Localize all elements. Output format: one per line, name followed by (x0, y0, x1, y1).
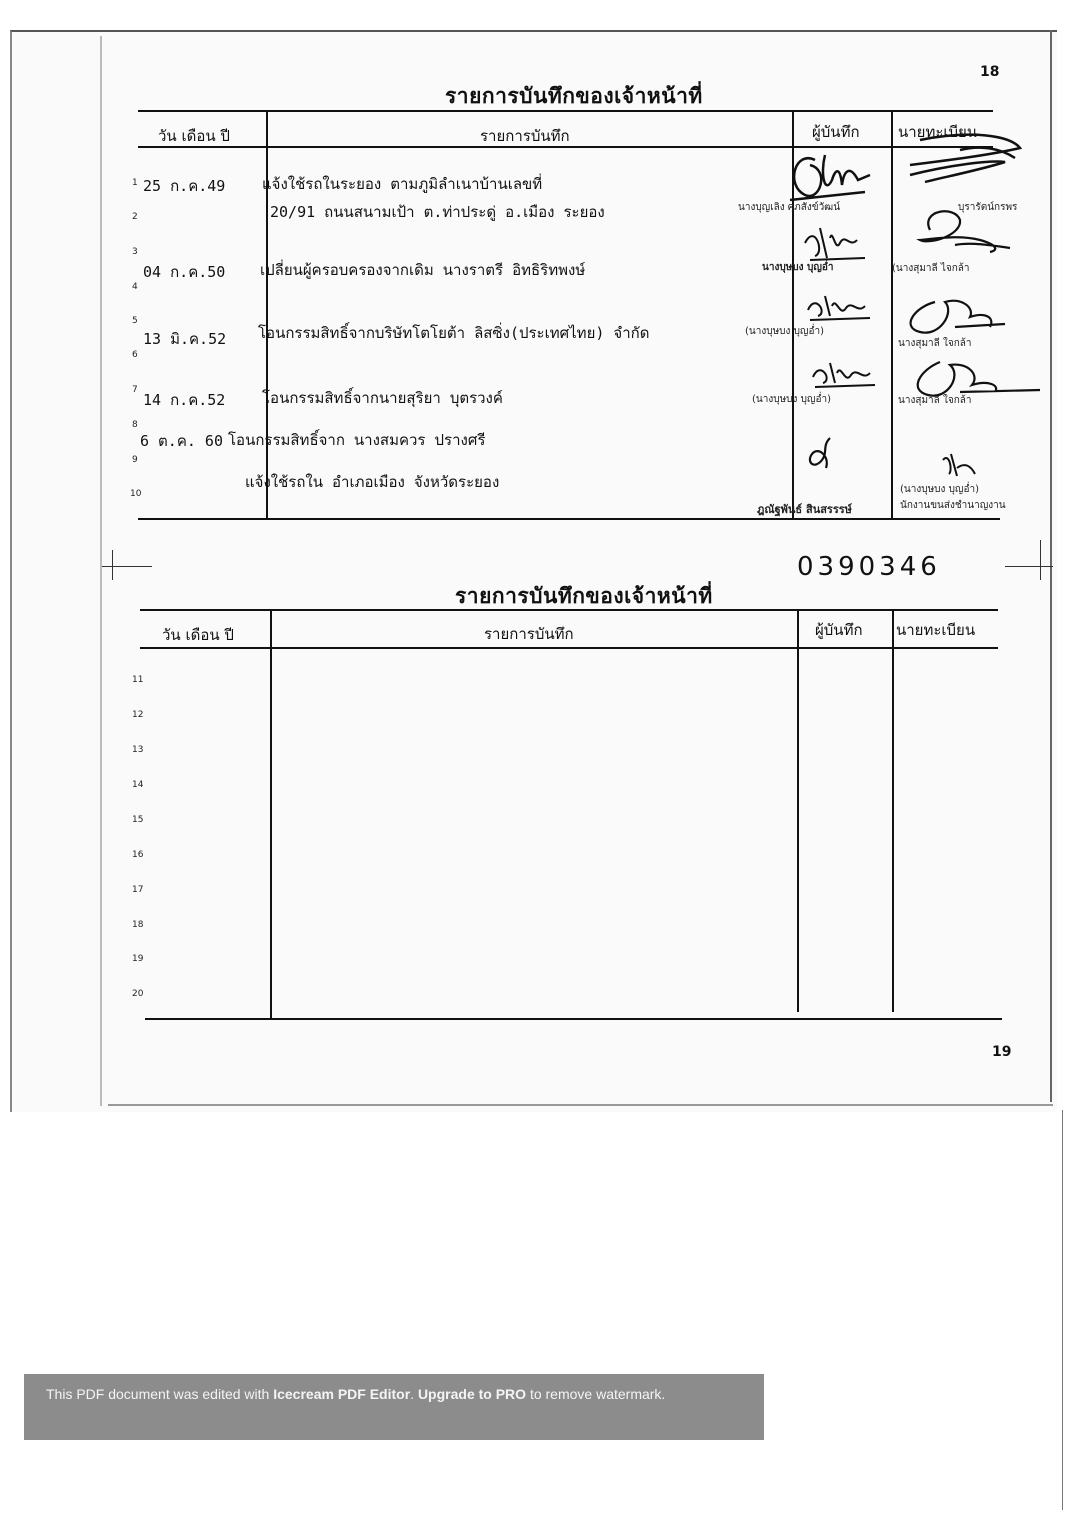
entry-date: 14 ก.ค.52 (143, 391, 226, 409)
column-header-entry: รายการบันทึก (484, 625, 574, 643)
signature-recorder-1 (770, 140, 880, 215)
column-divider (892, 609, 894, 1012)
page-heading-top: รายการบันทึกของเจ้าหน้าที่ (445, 83, 703, 108)
registrar-name: นางสุมาลี ใจกล้า (898, 338, 972, 349)
signature-registrar-4 (900, 350, 1045, 405)
editor-watermark-banner (24, 1374, 764, 1440)
page-number-bottom: 19 (992, 1044, 1012, 1060)
entry-text: เปลี่ยนผู้ครอบครองจากเดิม นางราตรี อิทธิริทพงษ์ (260, 261, 586, 279)
crop-mark (112, 550, 113, 580)
column-header-recorder: ผู้บันทึก (812, 123, 860, 141)
page-heading-bottom: รายการบันทึกของเจ้าหน้าที่ (455, 583, 713, 608)
row-number: 1 (132, 178, 138, 188)
signature-registrar-1 (890, 120, 1030, 200)
entry-date: 13 มิ.ค.52 (143, 330, 227, 348)
entry-text: โอนกรรมสิทธิ์จากบริษัทโตโยต้า ลิสซิ่ง(ประเทศไทย) จำกัด (258, 324, 650, 342)
signature-registrar-2 (900, 200, 1020, 260)
recorder-name: (นางบุษบง บุญอ่ำ) (745, 326, 824, 337)
column-header-date: วัน เดือน ปี (162, 626, 234, 644)
recorder-name: นางบุษบง บุญอ่ำ (762, 262, 834, 273)
row-number: 19 (132, 954, 144, 964)
entry-text: โอนกรรมสิทธิ์จาก นางสมควร ปรางศรี (228, 431, 486, 449)
row-number: 18 (132, 920, 144, 930)
signature-recorder-2 (795, 218, 875, 268)
column-divider (270, 609, 272, 1018)
signature-registrar-5 (935, 448, 980, 483)
watermark-prefix: This PDF document was edited with (46, 1386, 274, 1402)
table-header-divider (140, 647, 998, 649)
row-number: 17 (132, 885, 144, 895)
row-number: 10 (130, 489, 142, 499)
row-number: 16 (132, 850, 144, 860)
row-number: 15 (132, 815, 144, 825)
table-top-border (140, 609, 998, 611)
page-fold-line (100, 36, 102, 1106)
page-bottom-edge (108, 1104, 1053, 1106)
page-number-top: 18 (980, 64, 1000, 80)
signature-recorder-4 (805, 355, 885, 395)
row-number: 12 (132, 710, 144, 720)
table-bottom-border (138, 518, 1000, 520)
final-officer-name: (นางบุษบง บุญอ่ำ) (900, 484, 979, 495)
entry-date: 25 ก.ค.49 (143, 177, 226, 195)
watermark-suffix: to remove watermark. (526, 1386, 666, 1402)
entry-text: แจ้งใช้รถในระยอง ตามภูมิลำเนาบ้านเลขที่ (262, 175, 543, 193)
row-number: 4 (132, 282, 138, 292)
row-number: 2 (132, 212, 138, 222)
crop-mark (1040, 540, 1041, 580)
recorder-name: นางบุญเลิง ศุภสังข์วัฒน์ (738, 202, 841, 213)
row-number: 14 (132, 780, 144, 790)
signature-recorder-3 (800, 288, 880, 328)
entry-text: แจ้งใช้รถใน อำเภอเมือง จังหวัดระยอง (245, 473, 500, 491)
final-officer-title: นักงานขนส่งชำนาญงาน (900, 500, 1006, 511)
page-outer-edge (1062, 1110, 1063, 1510)
row-number: 8 (132, 420, 138, 430)
entry-date: 04 ก.ค.50 (143, 263, 226, 281)
signature-registrar-3 (895, 282, 1025, 342)
upgrade-link[interactable]: Upgrade to PRO (417, 1386, 527, 1402)
column-header-registrar: นายทะเบียน (898, 123, 978, 141)
row-number: 9 (132, 455, 138, 465)
row-number: 6 (132, 350, 138, 360)
entry-date: 6 ต.ค. 60 (140, 432, 223, 450)
row-number: 3 (132, 247, 138, 257)
entry-text: โอนกรรมสิทธิ์จากนายสุริยา บุตรวงค์ (262, 389, 503, 407)
row-number: 11 (132, 675, 144, 685)
watermark-product-link[interactable]: Icecream PDF Editor (273, 1386, 411, 1402)
crop-mark (1005, 566, 1053, 567)
row-number: 13 (132, 745, 144, 755)
registrar-name: บุรารัตน์กรพร (958, 202, 1018, 213)
watermark-middle: . (410, 1386, 418, 1402)
column-header-entry: รายการบันทึก (480, 127, 570, 145)
row-number: 7 (132, 385, 138, 395)
row-number: 20 (132, 989, 144, 999)
row-number: 5 (132, 316, 138, 326)
entry-text: 20/91 ถนนสนามเป้า ต.ท่าประดู่ อ.เมือง ระยอง (270, 203, 605, 221)
registrar-name: (นางสุมาลี ไจกล้า (892, 263, 970, 274)
column-divider (797, 609, 799, 1012)
document-serial-number: 0390346 (797, 552, 941, 582)
column-header-recorder: ผู้บันทึก (815, 621, 863, 639)
officer-stamp: ฎณัฐพันธ์ สินสรรรษ์ (757, 503, 852, 516)
column-header-date: วัน เดือน ปี (158, 127, 230, 145)
recorder-name: (นางบุษบง บุญอ่ำ) (752, 394, 831, 405)
crop-mark (102, 566, 152, 567)
registrar-name: นางสุมาลี ใจกล้า (898, 395, 972, 406)
table-bottom-border (145, 1018, 1002, 1020)
column-header-registrar: นายทะเบียน (896, 621, 976, 639)
signature-recorder-5 (800, 432, 845, 477)
